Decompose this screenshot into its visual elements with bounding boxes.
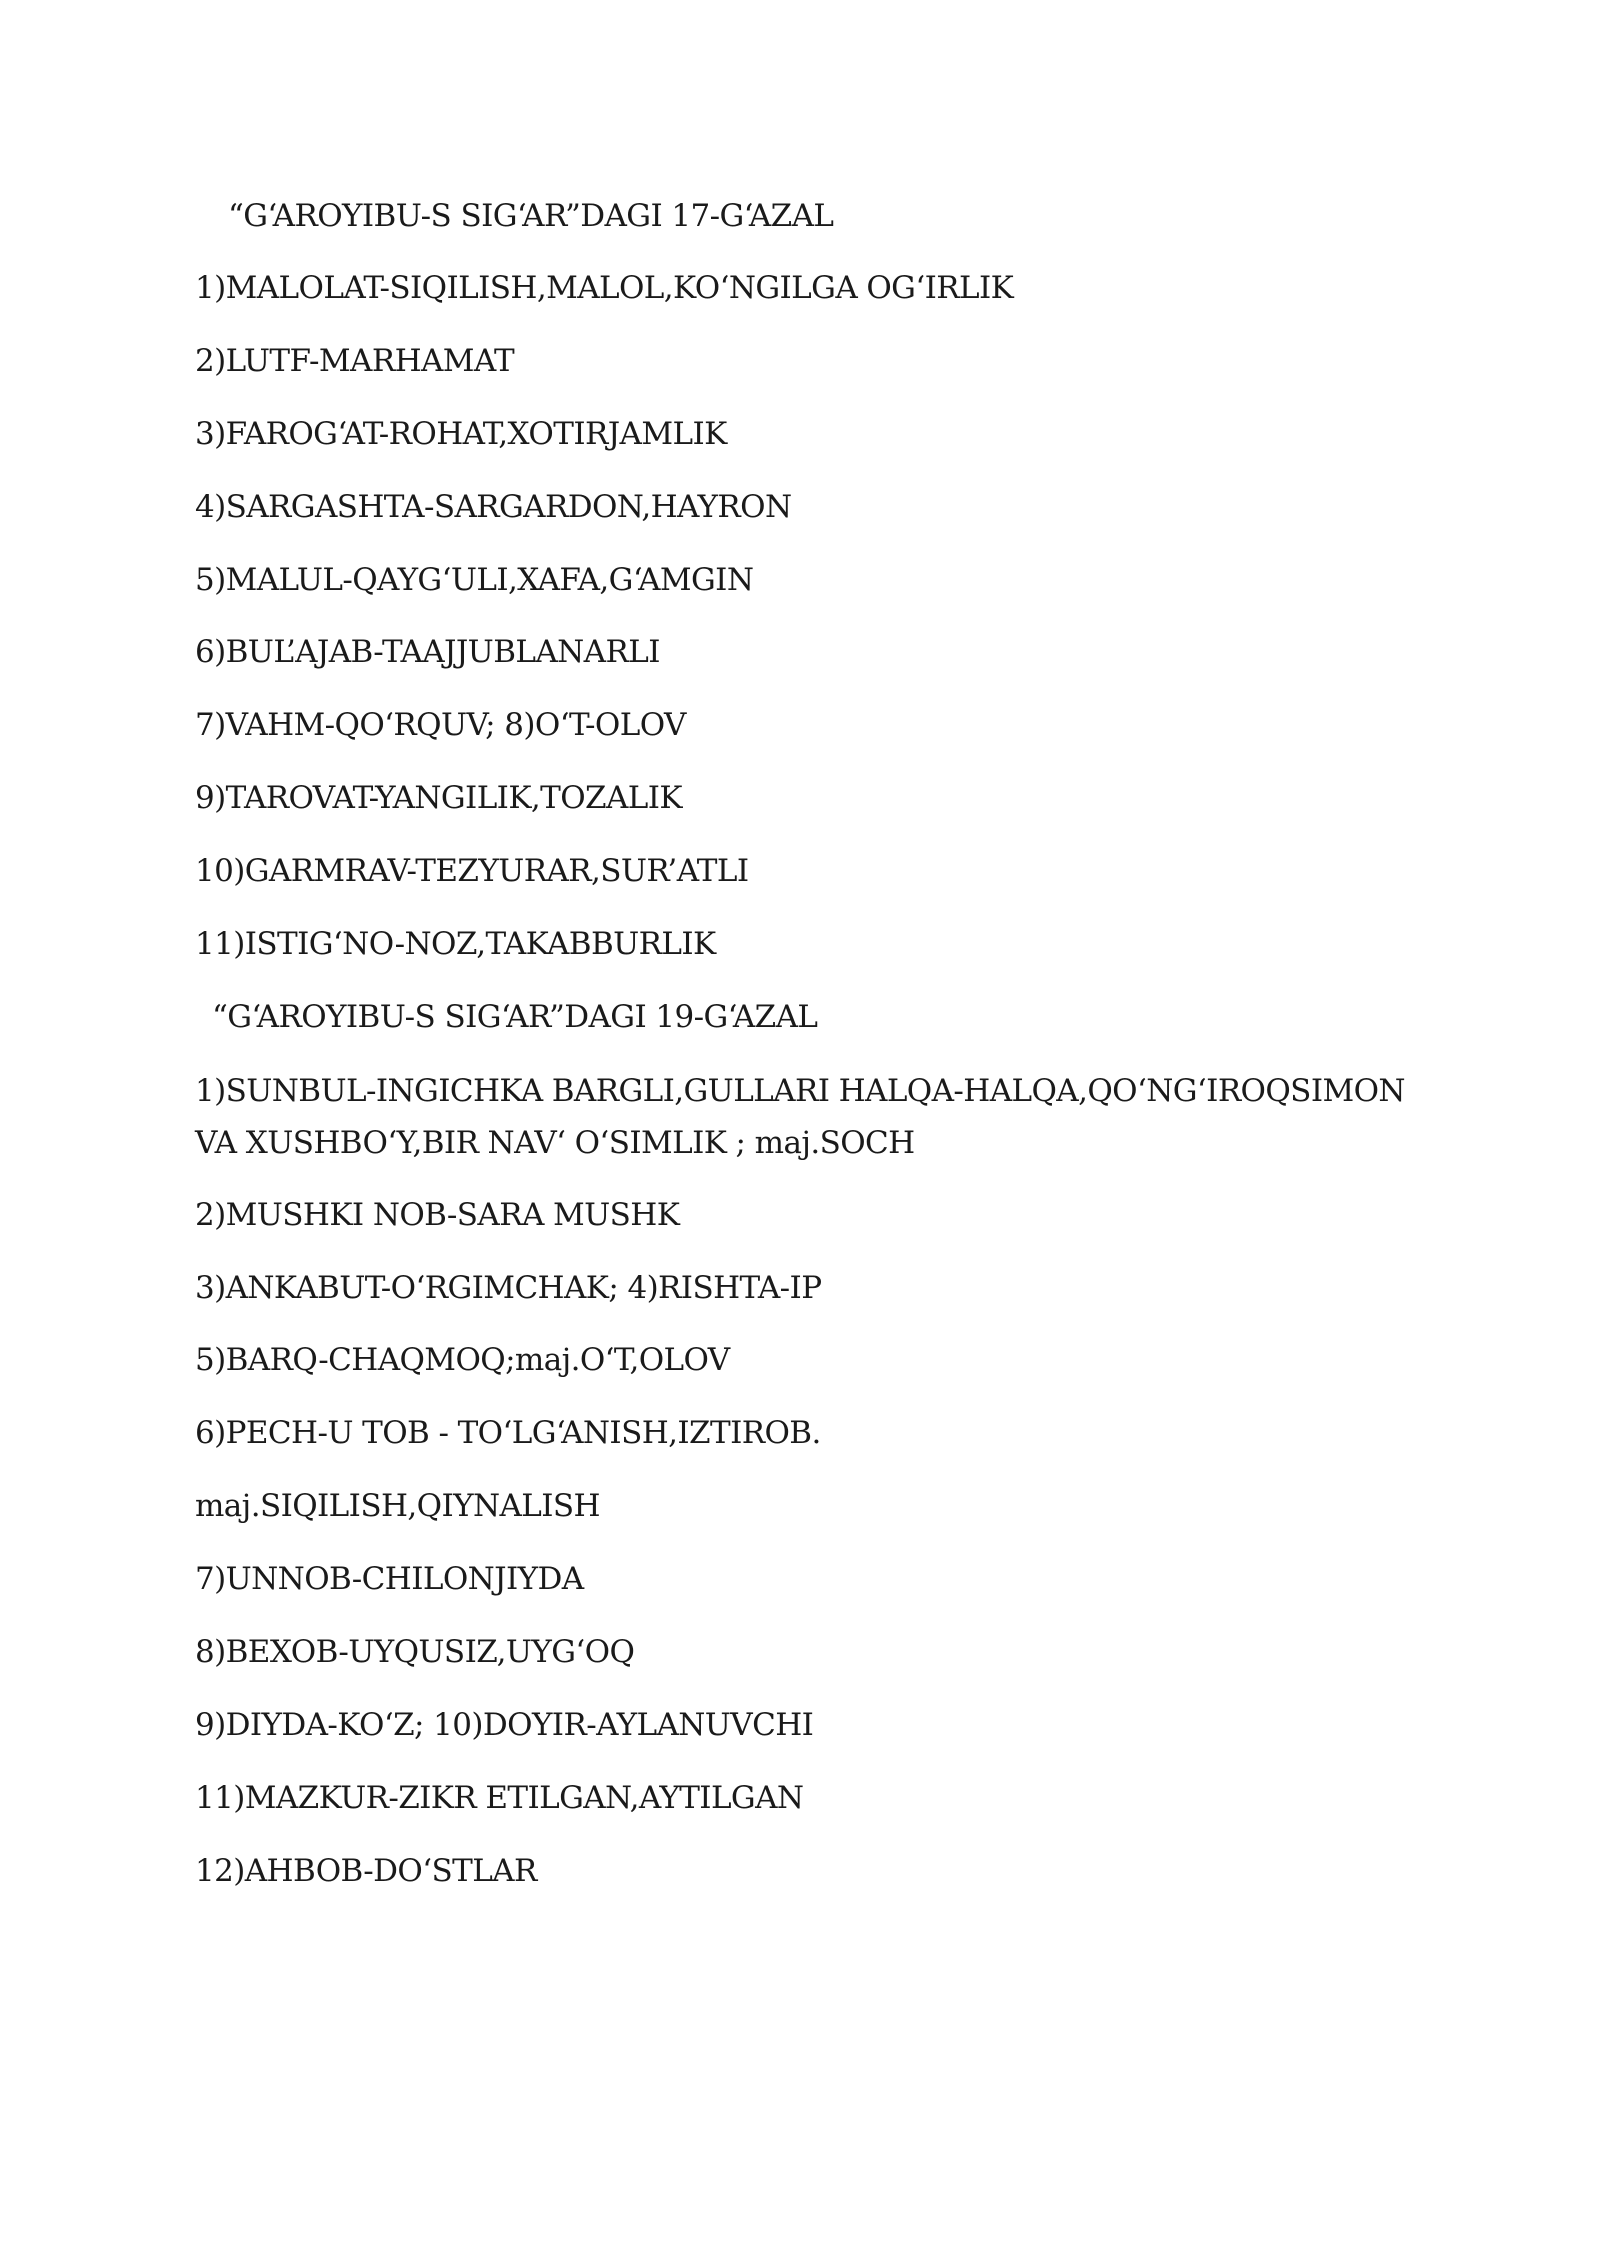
list-item: 11)ISTIG‘NO-NOZ,TAKABBURLIK	[195, 926, 716, 962]
list-item: 1)MALOLAT-SIQILISH,MALOL,KO‘NGILGA OG‘IRLIK	[195, 270, 1014, 306]
list-item: 12)AHBOB-DO‘STLAR	[195, 1853, 537, 1889]
list-item: 3)ANKABUT-O‘RGIMCHAK; 4)RISHTA-IP	[195, 1270, 822, 1306]
list-item: 1)SUNBUL-INGICHKA BARGLI,GULLARI HALQA-HALQA,QO‘NG‘IROQSIMON VA XUSHBO‘Y,BIR NAV‘ O‘SIMLIK ; maj.SOCH	[195, 1073, 1405, 1161]
heading-17-gazal: “G‘AROYIBU-S SIG‘AR”DAGI 17-G‘AZAL	[228, 198, 834, 234]
heading-19-gazal: “G‘AROYIBU-S SIG‘AR”DAGI 19-G‘AZAL	[212, 999, 818, 1035]
list-item: maj.SIQILISH,QIYNALISH	[195, 1488, 600, 1524]
list-item: 8)BEXOB-UYQUSIZ,UYG‘OQ	[195, 1634, 635, 1670]
list-item: 9)DIYDA-KO‘Z; 10)DOYIR-AYLANUVCHI	[195, 1707, 814, 1743]
list-item: 2)MUSHKI NOB-SARA MUSHK	[195, 1197, 680, 1233]
list-item: 3)FAROG‘AT-ROHAT,XOTIRJAMLIK	[195, 416, 727, 452]
list-item: 4)SARGASHTA-SARGARDON,HAYRON	[195, 489, 792, 525]
list-item: 6)BUL’AJAB-TAAJJUBLANARLI	[195, 634, 660, 670]
list-item: 7)VAHM-QO‘RQUV; 8)O‘T-OLOV	[195, 707, 686, 743]
list-item: 6)PECH-U TOB - TO‘LG‘ANISH,IZTIROB.	[195, 1415, 821, 1451]
list-item: 2)LUTF-MARHAMAT	[195, 343, 515, 379]
list-item: 10)GARMRAV-TEZYURAR,SUR’ATLI	[195, 853, 749, 889]
list-item: 9)TAROVAT-YANGILIK,TOZALIK	[195, 780, 682, 816]
list-item: 5)MALUL-QAYG‘ULI,XAFA,G‘AMGIN	[195, 562, 754, 598]
list-item: 5)BARQ-CHAQMOQ;maj.O‘T,OLOV	[195, 1342, 730, 1378]
list-item: 11)MAZKUR-ZIKR ETILGAN,AYTILGAN	[195, 1780, 804, 1816]
list-item: 7)UNNOB-CHILONJIYDA	[195, 1561, 584, 1597]
